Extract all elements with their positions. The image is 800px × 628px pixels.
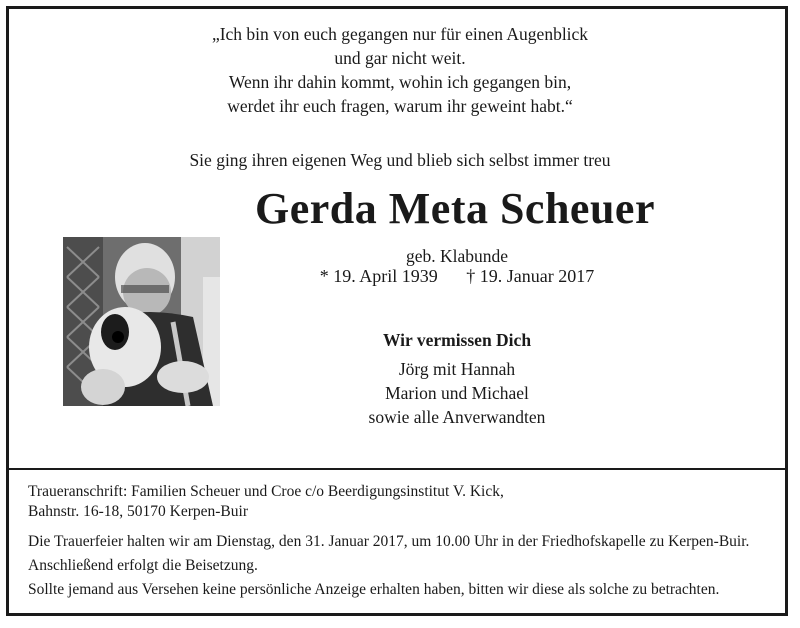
list-item: Jörg mit Hannah — [398, 359, 516, 379]
mourning-address — [28, 482, 504, 522]
poem-quote — [0, 22, 800, 118]
notice-info: Sollte jemand aus Versehen keine persönliche Anzeige erhalten haben, bitten wir diese als solche zu betrachten. — [28, 581, 720, 598]
poem-line: Wenn ihr dahin kommt, wohin ich gegangen bin, — [228, 72, 572, 92]
motto-line: Sie ging ihren eigenen Weg und blieb sich selbst immer treu — [189, 150, 611, 170]
birth-name: geb. Klabunde — [405, 246, 509, 266]
death-date: † 19. Januar 2017 — [466, 266, 595, 286]
list-item: sowie alle Anverwandten — [368, 407, 546, 427]
address-line: Traueranschrift: Familien Scheuer und Croe c/o Beerdigungsinstitut V. Kick, — [28, 483, 504, 500]
poem-line: „Ich bin von euch gegangen nur für einen Augenblick — [211, 24, 589, 44]
ceremony-info: Die Trauerfeier halten wir am Dienstag, den 31. Januar 2017, um 10.00 Uhr in der Friedhofskapelle zu Kerpen-Buir. — [28, 533, 750, 550]
birth-date: * 19. April 1939 — [319, 266, 438, 286]
mourners-list — [57, 357, 800, 429]
divider — [9, 468, 785, 470]
poem-line: und gar nicht weit. — [334, 48, 466, 68]
deceased-name: Gerda Meta Scheuer — [255, 184, 655, 233]
poem-line: werdet ihr euch fragen, warum ihr geweint habt.“ — [227, 96, 573, 116]
address-line: Bahnstr. 16-18, 50170 Kerpen-Buir — [28, 503, 248, 520]
mourners-heading: Wir vermissen Dich — [382, 330, 532, 350]
burial-info: Anschließend erfolgt die Beisetzung. — [28, 557, 258, 574]
list-item: Marion und Michael — [385, 383, 529, 403]
